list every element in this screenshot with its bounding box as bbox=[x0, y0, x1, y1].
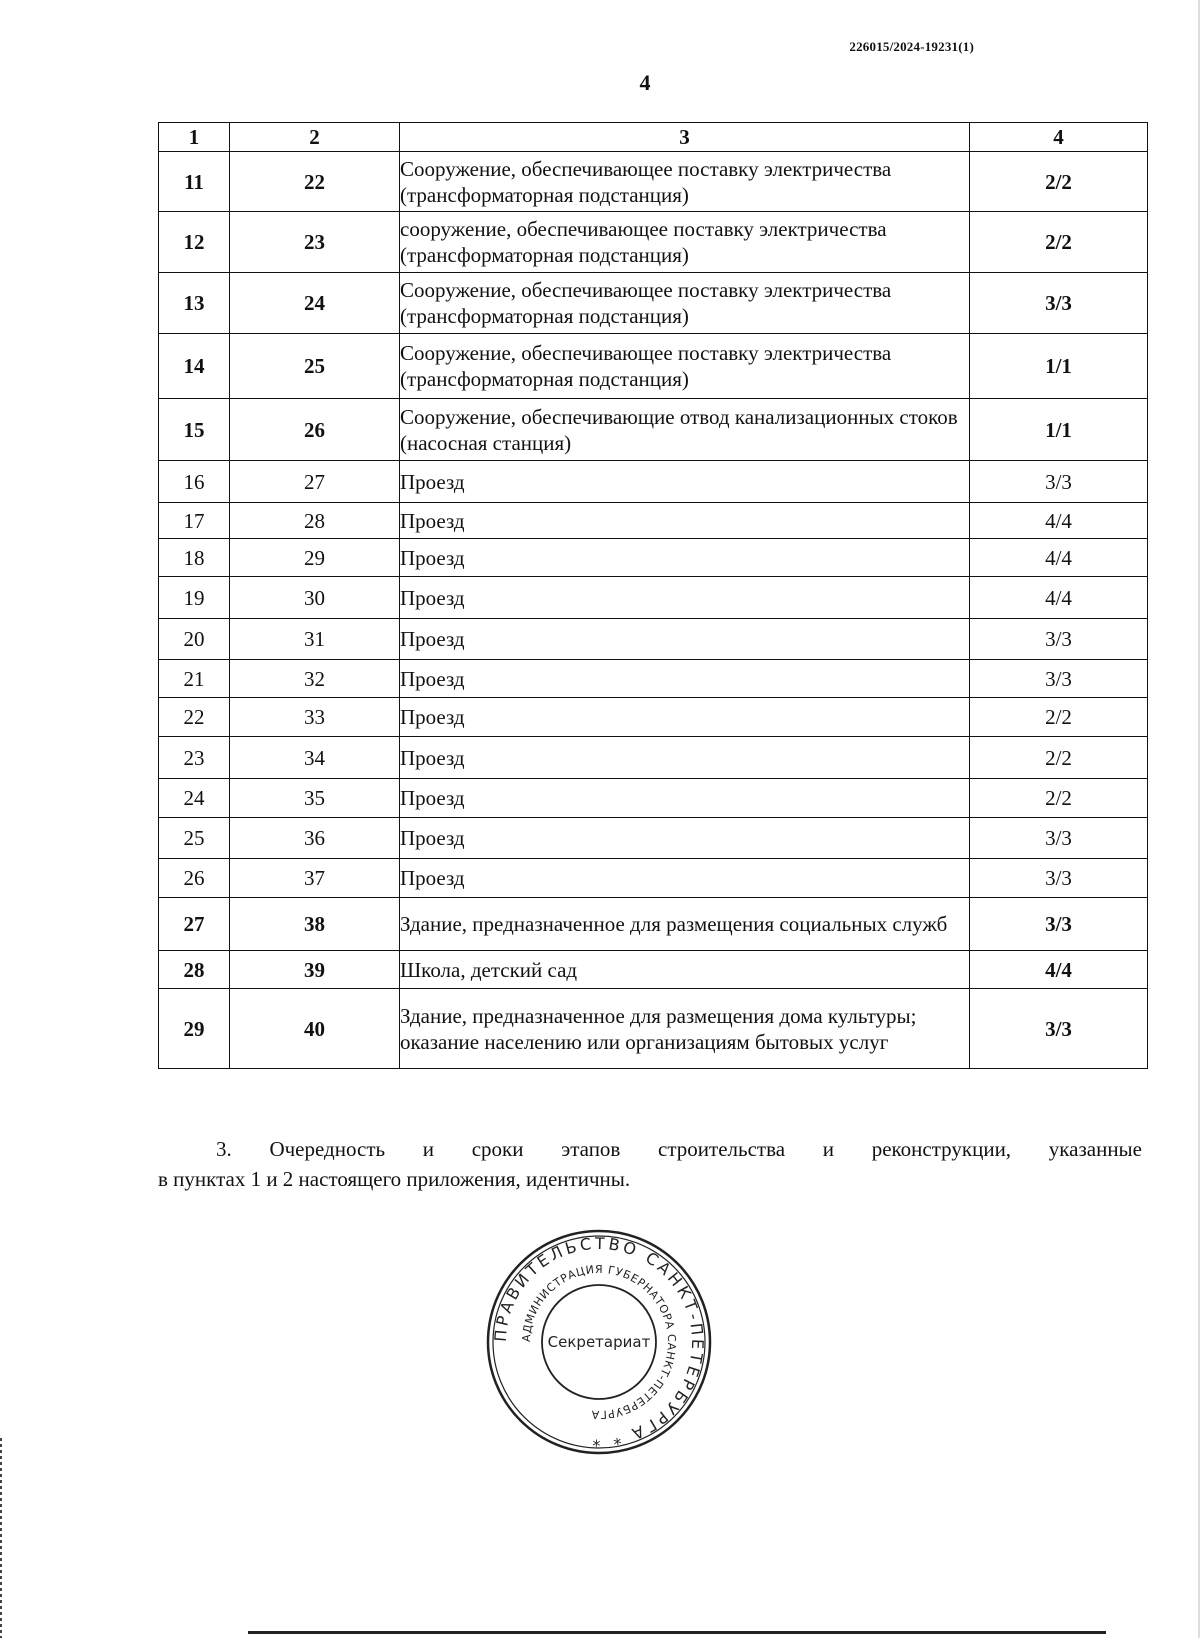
table-row bbox=[159, 951, 1148, 989]
object-description-cell: Проезд bbox=[400, 859, 970, 898]
stage-value-cell: 3/3 bbox=[970, 818, 1148, 859]
object-description-cell: Проезд bbox=[400, 818, 970, 859]
stage-value-cell: 4/4 bbox=[970, 577, 1148, 619]
object-number-cell: 31 bbox=[230, 619, 400, 660]
stage-value-cell: 3/3 bbox=[970, 859, 1148, 898]
row-number-cell: 11 bbox=[159, 152, 230, 212]
object-number-cell: 33 bbox=[230, 698, 400, 737]
row-number-cell: 27 bbox=[159, 898, 230, 951]
row-number-cell: 19 bbox=[159, 577, 230, 619]
scan-edge-mark bbox=[0, 1438, 2, 1638]
row-number-cell: 14 bbox=[159, 334, 230, 399]
object-number-cell: 28 bbox=[230, 503, 400, 539]
object-number-cell: 23 bbox=[230, 212, 400, 273]
paragraph-3 bbox=[158, 1134, 1142, 1194]
table-header-row bbox=[159, 123, 1148, 152]
table-row bbox=[159, 503, 1148, 539]
table-row bbox=[159, 212, 1148, 273]
object-number-cell: 32 bbox=[230, 660, 400, 698]
object-number-cell: 29 bbox=[230, 539, 400, 577]
object-description-cell: сооружение, обеспечивающее поставку электричества (трансформаторная подстанция) bbox=[400, 212, 970, 273]
table-row bbox=[159, 859, 1148, 898]
row-number-cell: 13 bbox=[159, 273, 230, 334]
object-description-cell: Сооружение, обеспечивающее поставку электричества (трансформаторная подстанция) bbox=[400, 273, 970, 334]
stage-value-cell: 2/2 bbox=[970, 737, 1148, 779]
row-number-cell: 16 bbox=[159, 461, 230, 503]
object-number-cell: 24 bbox=[230, 273, 400, 334]
document-id: 226015/2024-19231(1) bbox=[849, 39, 974, 54]
row-number-cell: 28 bbox=[159, 951, 230, 989]
object-description-cell: Проезд bbox=[400, 660, 970, 698]
row-number-cell: 29 bbox=[159, 989, 230, 1069]
row-number-cell: 12 bbox=[159, 212, 230, 273]
stage-value-cell: 3/3 bbox=[970, 461, 1148, 503]
object-number-cell: 26 bbox=[230, 399, 400, 461]
table-row bbox=[159, 898, 1148, 951]
object-description-cell: Проезд bbox=[400, 539, 970, 577]
object-description-cell: Проезд bbox=[400, 619, 970, 660]
stage-value-cell: 2/2 bbox=[970, 212, 1148, 273]
table-header-cell: 2 bbox=[230, 123, 400, 152]
seal-inner-text: АДМИНИСТРАЦИЯ ГУБЕРНАТОРА САНКТ-ПЕТЕРБУРГА bbox=[519, 1262, 679, 1422]
table-row bbox=[159, 779, 1148, 818]
row-number-cell: 26 bbox=[159, 859, 230, 898]
objects-table bbox=[158, 122, 1148, 1069]
table-row bbox=[159, 577, 1148, 619]
object-number-cell: 38 bbox=[230, 898, 400, 951]
row-number-cell: 17 bbox=[159, 503, 230, 539]
stage-value-cell: 4/4 bbox=[970, 951, 1148, 989]
stage-value-cell: 1/1 bbox=[970, 334, 1148, 399]
seal-center-text: Секретариат bbox=[547, 1333, 651, 1351]
row-number-cell: 24 bbox=[159, 779, 230, 818]
table-row bbox=[159, 152, 1148, 212]
stage-value-cell: 1/1 bbox=[970, 399, 1148, 461]
object-description-cell: Сооружение, обеспечивающие отвод канализационных стоков (насосная станция) bbox=[400, 399, 970, 461]
row-number-cell: 15 bbox=[159, 399, 230, 461]
table-row bbox=[159, 989, 1148, 1069]
table-row bbox=[159, 737, 1148, 779]
table-row bbox=[159, 619, 1148, 660]
object-number-cell: 34 bbox=[230, 737, 400, 779]
table-header-cell: 3 bbox=[400, 123, 970, 152]
row-number-cell: 23 bbox=[159, 737, 230, 779]
object-number-cell: 27 bbox=[230, 461, 400, 503]
table-row bbox=[159, 399, 1148, 461]
object-number-cell: 35 bbox=[230, 779, 400, 818]
row-number-cell: 18 bbox=[159, 539, 230, 577]
object-description-cell: Проезд bbox=[400, 779, 970, 818]
table-row bbox=[159, 698, 1148, 737]
paragraph-line: в пунктах 1 и 2 настоящего приложения, идентичны. bbox=[158, 1167, 631, 1191]
table-row bbox=[159, 461, 1148, 503]
row-number-cell: 22 bbox=[159, 698, 230, 737]
official-seal bbox=[486, 1229, 712, 1455]
object-description-cell: Сооружение, обеспечивающее поставку электричества (трансформаторная подстанция) bbox=[400, 152, 970, 212]
object-description-cell: Проезд bbox=[400, 503, 970, 539]
paragraph-line: 3. Очередность и сроки этапов строительства и реконструкции, указанные bbox=[216, 1137, 1142, 1161]
table-row bbox=[159, 334, 1148, 399]
table-row bbox=[159, 539, 1148, 577]
stage-value-cell: 2/2 bbox=[970, 152, 1148, 212]
stage-value-cell: 3/3 bbox=[970, 619, 1148, 660]
object-number-cell: 36 bbox=[230, 818, 400, 859]
table-row bbox=[159, 818, 1148, 859]
stage-value-cell: 4/4 bbox=[970, 503, 1148, 539]
stage-value-cell: 3/3 bbox=[970, 898, 1148, 951]
table-header-cell: 4 bbox=[970, 123, 1148, 152]
page-number: 4 bbox=[639, 70, 651, 95]
object-description-cell: Здание, предназначенное для размещения социальных служб bbox=[400, 898, 970, 951]
object-number-cell: 30 bbox=[230, 577, 400, 619]
stage-value-cell: 4/4 bbox=[970, 539, 1148, 577]
row-number-cell: 21 bbox=[159, 660, 230, 698]
object-number-cell: 25 bbox=[230, 334, 400, 399]
object-description-cell: Проезд bbox=[400, 461, 970, 503]
object-description-cell: Сооружение, обеспечивающее поставку электричества (трансформаторная подстанция) bbox=[400, 334, 970, 399]
object-number-cell: 37 bbox=[230, 859, 400, 898]
table-row bbox=[159, 660, 1148, 698]
stage-value-cell: 2/2 bbox=[970, 779, 1148, 818]
row-number-cell: 20 bbox=[159, 619, 230, 660]
object-description-cell: Школа, детский сад bbox=[400, 951, 970, 989]
table-header-cell: 1 bbox=[159, 123, 230, 152]
row-number-cell: 25 bbox=[159, 818, 230, 859]
table-row bbox=[159, 273, 1148, 334]
object-number-cell: 22 bbox=[230, 152, 400, 212]
scan-bottom-line bbox=[248, 1631, 1106, 1634]
stage-value-cell: 3/3 bbox=[970, 660, 1148, 698]
object-description-cell: Проезд bbox=[400, 737, 970, 779]
object-description-cell: Проезд bbox=[400, 698, 970, 737]
object-number-cell: 40 bbox=[230, 989, 400, 1069]
object-description-cell: Здание, предназначенное для размещения дома культуры; оказание населению или организациям бытовых услуг bbox=[400, 989, 970, 1069]
object-description-cell: Проезд bbox=[400, 577, 970, 619]
object-number-cell: 39 bbox=[230, 951, 400, 989]
stage-value-cell: 3/3 bbox=[970, 273, 1148, 334]
stage-value-cell: 2/2 bbox=[970, 698, 1148, 737]
seal-outer-text: ПРАВИТЕЛЬСТВО САНКТ-ПЕТЕРБУРГА * * bbox=[490, 1233, 708, 1451]
stage-value-cell: 3/3 bbox=[970, 989, 1148, 1069]
